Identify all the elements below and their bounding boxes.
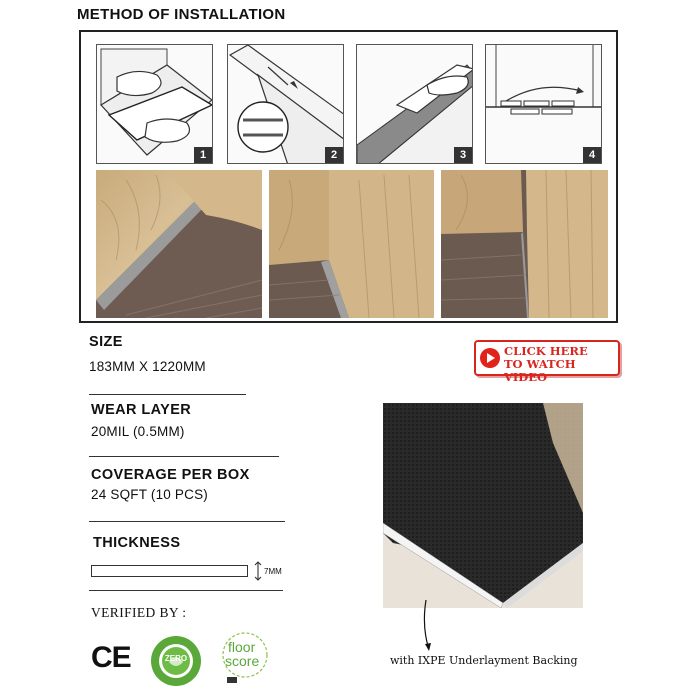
zero-text: ZERO	[164, 654, 188, 663]
click-lock-photo-2	[269, 170, 434, 318]
video-button-line1: CLICK HERE	[504, 344, 588, 358]
thickness-label: THICKNESS	[93, 535, 181, 551]
installation-title: METHOD OF INSTALLATION	[77, 6, 286, 23]
click-lock-photo-1	[96, 170, 262, 318]
watch-video-button[interactable]	[474, 340, 620, 384]
floorscore-line1: floor	[228, 639, 256, 655]
wear-layer-value: 20MIL (0.5MM)	[91, 424, 185, 439]
video-button-line2: TO WATCH VIDEO	[504, 357, 576, 384]
size-value: 183MM X 1220MM	[89, 359, 206, 374]
zero-formaldehyde-seal	[149, 634, 203, 688]
wear-layer-label: WEAR LAYER	[91, 402, 192, 418]
thickness-bar	[91, 565, 248, 577]
installation-panel	[79, 30, 618, 323]
divider	[89, 456, 279, 457]
step-2-illustration	[227, 44, 344, 164]
coverage-value: 24 SQFT (10 PCS)	[91, 487, 208, 502]
thickness-value: 7MM	[264, 567, 282, 576]
divider	[89, 590, 283, 591]
floorscore-line2: score	[225, 653, 260, 669]
ce-mark: CE	[91, 641, 131, 674]
step-number: 4	[583, 147, 601, 163]
step-3-illustration	[356, 44, 473, 164]
coverage-label: COVERAGE PER BOX	[91, 467, 250, 483]
play-icon	[480, 348, 500, 368]
step-4-illustration	[485, 44, 602, 164]
step-number: 1	[194, 147, 212, 163]
double-arrow-icon	[254, 561, 262, 581]
curved-arrow-icon	[418, 600, 438, 652]
divider	[89, 521, 285, 522]
backing-caption: with IXPE Underlayment Backing	[390, 654, 578, 667]
ixpe-backing-photo	[383, 403, 583, 608]
click-lock-photo-3	[441, 170, 608, 318]
verified-label: VERIFIED BY :	[91, 605, 187, 620]
step-number: 3	[454, 147, 472, 163]
divider	[89, 394, 246, 395]
step-1-illustration	[96, 44, 213, 164]
size-label: SIZE	[89, 334, 123, 350]
floorscore-logo	[219, 631, 271, 685]
step-number: 2	[325, 147, 343, 163]
